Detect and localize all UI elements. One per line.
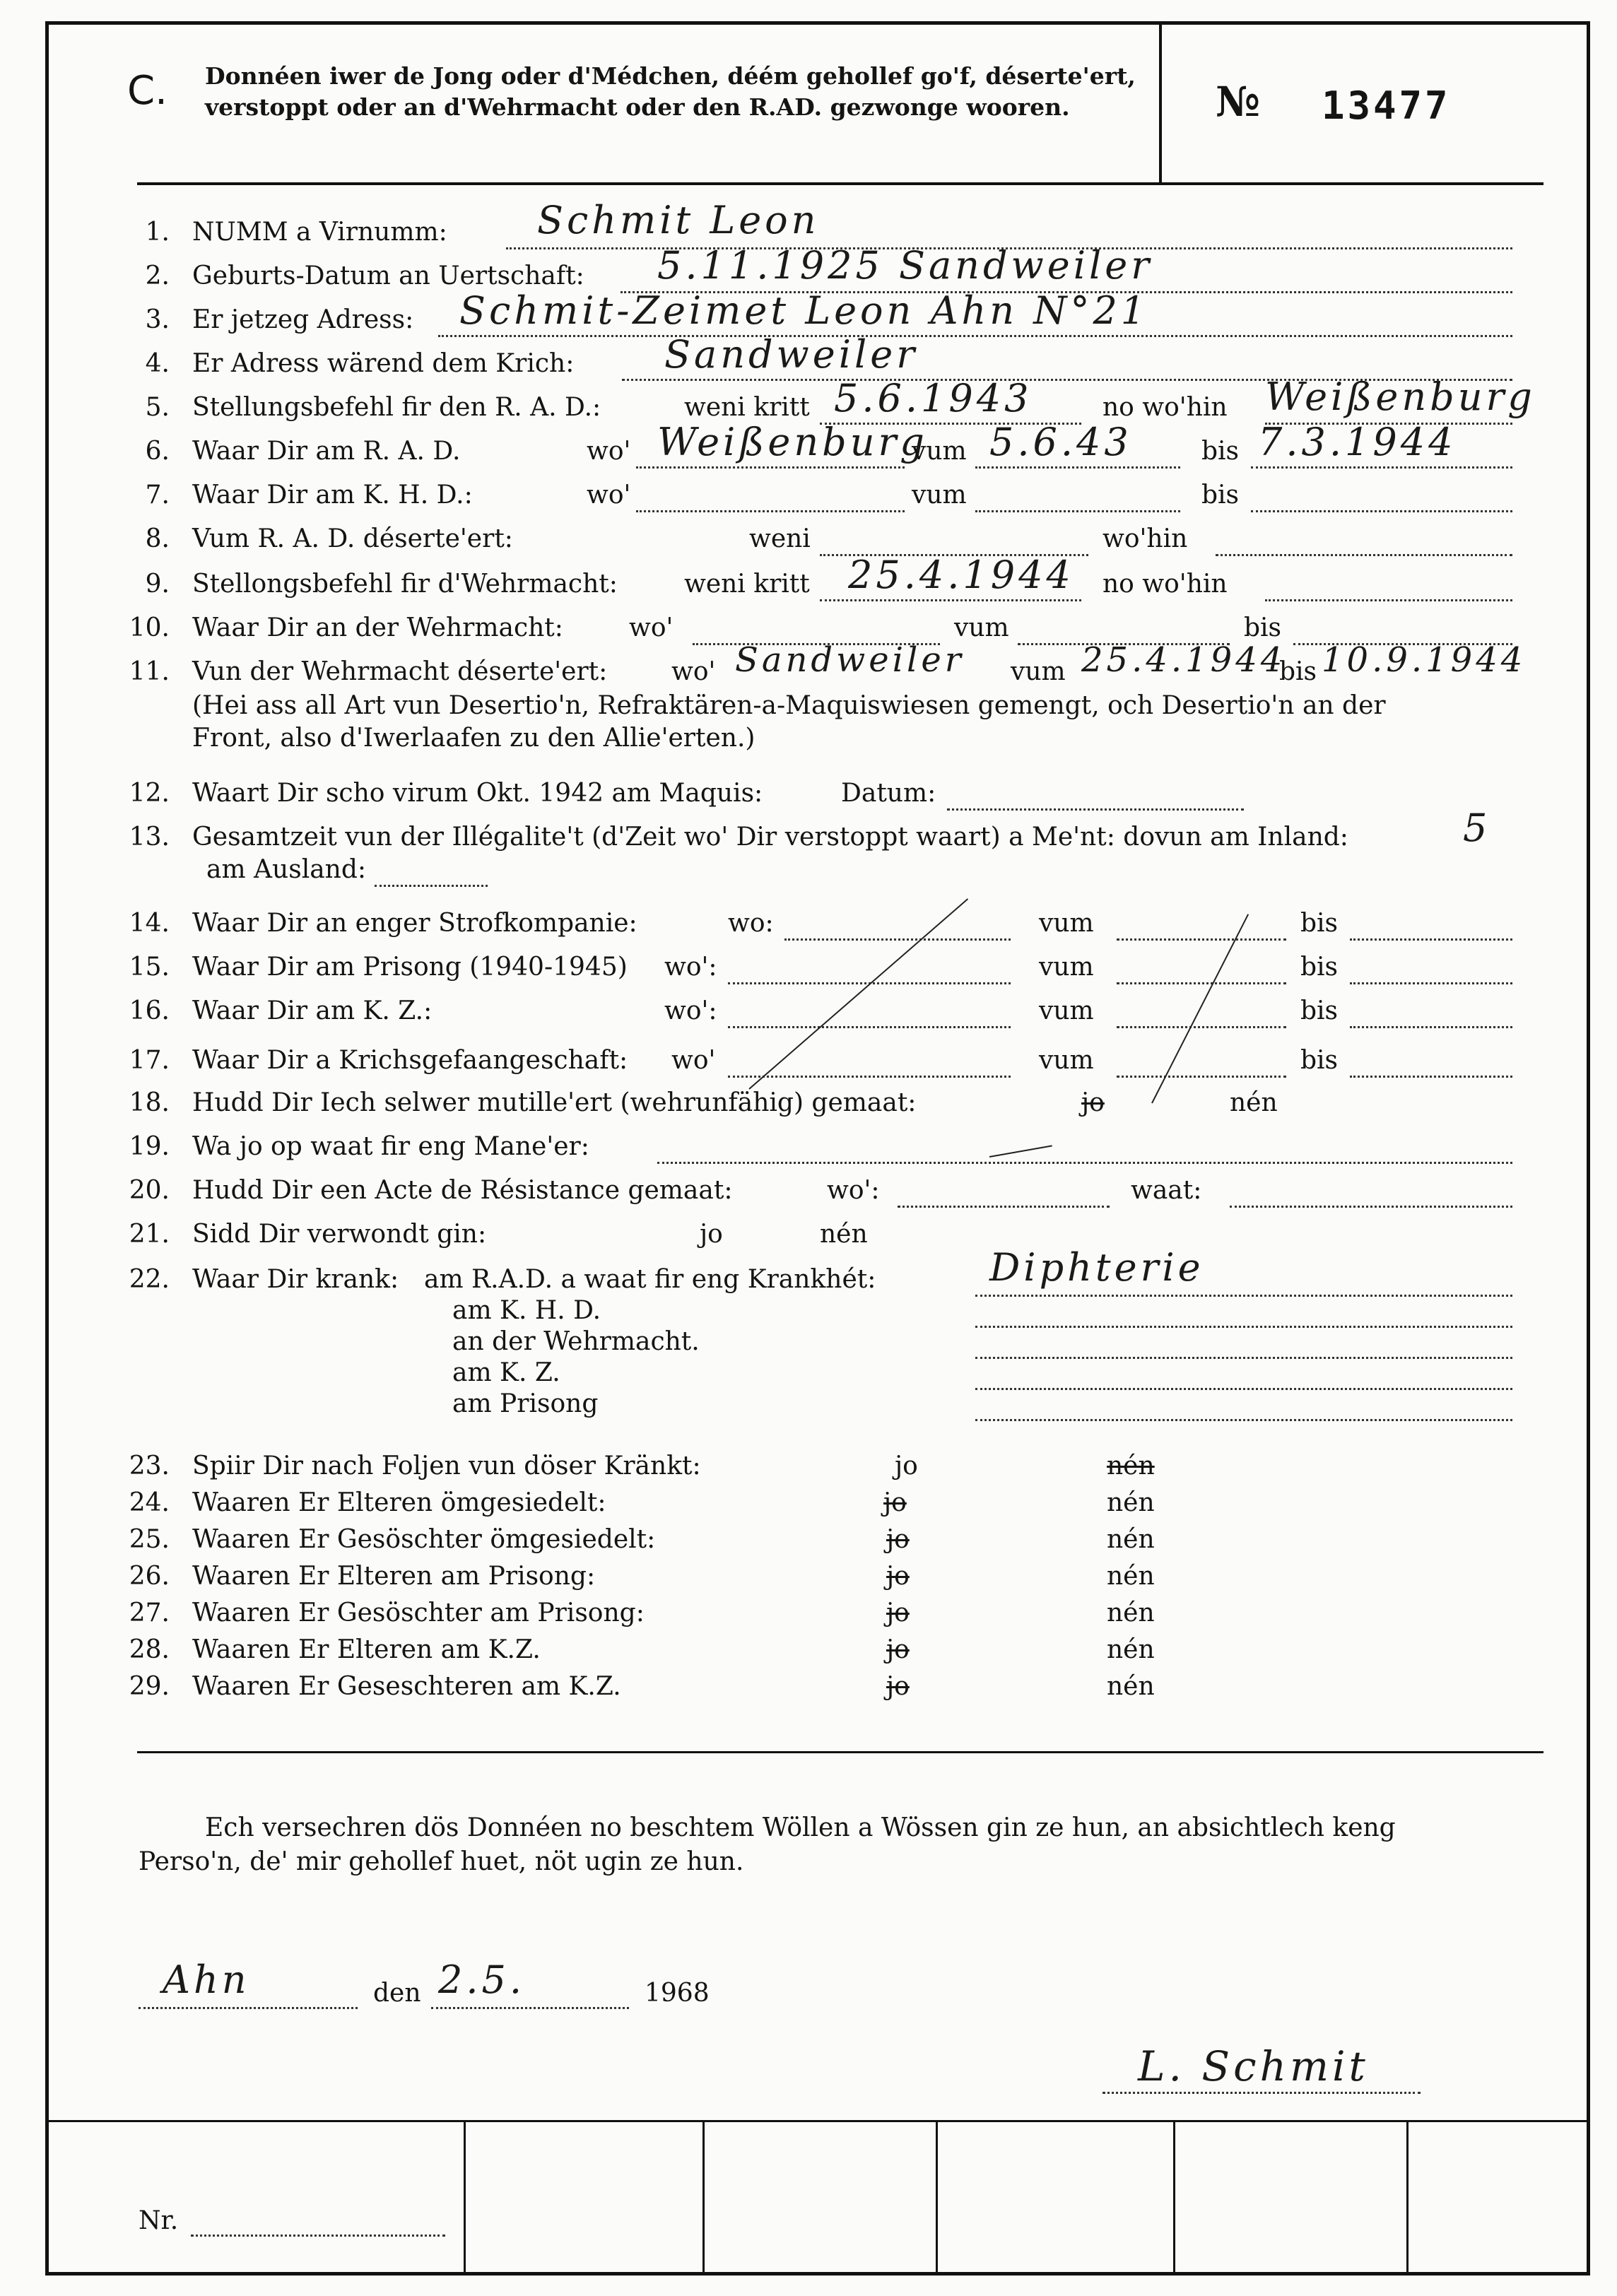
row-label: Wa jo op waat fir eng Mane'er: bbox=[192, 1132, 589, 1161]
handwritten-date: 5.6.1943 bbox=[834, 376, 1033, 420]
row-number: 22. bbox=[129, 1265, 170, 1294]
wo-label: wo' bbox=[587, 481, 631, 510]
row-label: Waar Dir a Krichsgefaangeschaft: bbox=[192, 1046, 628, 1075]
handwritten-place: Weißenburg bbox=[657, 420, 928, 464]
jo-option-struck: jo bbox=[1081, 1088, 1105, 1117]
row-number: 14. bbox=[129, 909, 170, 938]
jo-option-struck: jo bbox=[886, 1672, 910, 1701]
row-label: Hudd Dir Iech selwer mutille'ert (wehrunfähig) gemaat: bbox=[192, 1088, 917, 1117]
row-number: 19. bbox=[129, 1132, 170, 1161]
wo-label: wo': bbox=[664, 996, 717, 1025]
handwritten-date: 25.4.1944 bbox=[1081, 640, 1286, 680]
jo-option-struck: jo bbox=[886, 1562, 910, 1591]
row-label: Waar Dir krank: bbox=[192, 1265, 399, 1294]
row-number: 25. bbox=[129, 1525, 170, 1554]
wo-label: wo' bbox=[587, 437, 631, 466]
fill-line bbox=[1117, 1026, 1286, 1028]
handwritten-place: Ahn bbox=[163, 1958, 250, 2002]
footer-cell-divider bbox=[1173, 2120, 1175, 2274]
nen-option: nén bbox=[1107, 1562, 1155, 1591]
vum-label: vum bbox=[1039, 909, 1094, 938]
bis-label: bis bbox=[1300, 953, 1339, 982]
nen-option: nén bbox=[820, 1220, 868, 1249]
handwritten-date: 5.6.43 bbox=[989, 420, 1132, 464]
fill-line bbox=[1350, 938, 1512, 941]
row-label: Waar Dir an enger Strofkompanie: bbox=[192, 909, 637, 938]
fill-line bbox=[1265, 599, 1512, 601]
row-number: 18. bbox=[129, 1088, 170, 1117]
fill-line bbox=[1350, 982, 1512, 984]
footer-cell-divider bbox=[702, 2120, 705, 2274]
signature-line bbox=[1102, 2092, 1421, 2094]
row-label: Hudd Dir een Acte de Résistance gemaat: bbox=[192, 1176, 733, 1205]
row-number: 9. bbox=[145, 570, 170, 599]
when-label: weni kritt bbox=[684, 570, 810, 599]
fill-line bbox=[438, 335, 1512, 337]
fill-line bbox=[728, 1026, 1011, 1028]
row-number: 17. bbox=[129, 1046, 170, 1075]
row-number: 21. bbox=[129, 1220, 170, 1249]
row-number: 24. bbox=[129, 1488, 170, 1517]
row-number: 1. bbox=[145, 218, 170, 247]
fill-line bbox=[1350, 1076, 1512, 1078]
row-note: (Hei ass all Art vun Desertio'n, Refraktären-a-Maquiswiesen gemengt, och Desertio'n an der bbox=[192, 691, 1386, 720]
fill-line bbox=[1230, 1206, 1512, 1208]
handwritten-date: 25.4.1944 bbox=[848, 553, 1074, 597]
place-line bbox=[139, 2007, 358, 2009]
wo-label: wo' bbox=[671, 657, 716, 686]
vum-label: vum bbox=[912, 481, 967, 510]
jo-option-struck: jo bbox=[886, 1599, 910, 1627]
row-label: Er Adress wärend dem Krich: bbox=[192, 349, 575, 378]
fill-line bbox=[728, 1076, 1011, 1078]
row-label: Waaren Er Gesöschter am Prisong: bbox=[192, 1599, 645, 1627]
handwritten-birth: 5.11.1925 Sandweiler bbox=[657, 243, 1153, 288]
row-label: Vum R. A. D. déserte'ert: bbox=[192, 524, 513, 553]
nr-line bbox=[191, 2235, 445, 2237]
row-label: Waaren Er Geseschteren am K.Z. bbox=[192, 1672, 621, 1701]
sub-label: am K. Z. bbox=[452, 1358, 560, 1387]
row-label: Stellungsbefehl fir den R. A. D.: bbox=[192, 393, 601, 422]
wo-label: wo': bbox=[664, 953, 717, 982]
row-number: 20. bbox=[129, 1176, 170, 1205]
handwritten-date: 7.3.1944 bbox=[1258, 420, 1457, 464]
nen-option: nén bbox=[1107, 1672, 1155, 1701]
waat-label: waat: bbox=[1131, 1176, 1202, 1205]
row-label: Waar Dir am K. Z.: bbox=[192, 996, 433, 1025]
when-label: weni bbox=[749, 524, 811, 553]
number-sign: № bbox=[1216, 78, 1261, 126]
date-line bbox=[431, 2007, 629, 2009]
bis-label: bis bbox=[1300, 1046, 1339, 1075]
vum-label: vum bbox=[1039, 996, 1094, 1025]
fill-line bbox=[1117, 1076, 1286, 1078]
row-number: 28. bbox=[129, 1635, 170, 1664]
row-number: 4. bbox=[145, 349, 170, 378]
fill-line bbox=[636, 510, 905, 512]
row-label: Waaren Er Elteren am Prisong: bbox=[192, 1562, 596, 1591]
row-number: 3. bbox=[145, 305, 170, 334]
handwritten-illness: Diphterie bbox=[989, 1245, 1204, 1290]
row-label: Waar Dir am Prisong (1940-1945) bbox=[192, 953, 628, 982]
row-label: am Ausland: bbox=[206, 855, 367, 884]
handwritten-address: Schmit-Zeimet Leon Ahn N°21 bbox=[459, 288, 1149, 333]
sub-label: am R.A.D. a waat fir eng Krankhét: bbox=[424, 1265, 876, 1294]
row-number: 5. bbox=[145, 393, 170, 422]
row-number: 13. bbox=[129, 823, 170, 852]
row-number: 6. bbox=[145, 437, 170, 466]
form-title: Donnéen iwer de Jong oder d'Médchen, déém gehollef go'f, déserte'ert, verstoppt oder an d'Wehrmacht oder den R.AD. gezwonge wooren. bbox=[205, 62, 1136, 121]
fill-line bbox=[1117, 982, 1286, 984]
bis-label: bis bbox=[1201, 481, 1240, 510]
wo-label: wo': bbox=[827, 1176, 880, 1205]
row-number: 15. bbox=[129, 953, 170, 982]
form-number: 13477 bbox=[1322, 83, 1451, 128]
sub-label: an der Wehrmacht. bbox=[452, 1327, 700, 1356]
row-number: 12. bbox=[129, 779, 170, 808]
jo-option-struck: jo bbox=[886, 1635, 910, 1664]
row-number: 10. bbox=[129, 613, 170, 642]
row-label: Gesamtzeit vun der Illégalite't (d'Zeit wo' Dir verstoppt waart) a Me'nt: dovun am Inland: bbox=[192, 823, 1348, 852]
row-number: 2. bbox=[145, 261, 170, 290]
handwritten-name: Schmit Leon bbox=[537, 198, 820, 242]
vum-label: vum bbox=[954, 613, 1009, 642]
row-label: Sidd Dir verwondt gin: bbox=[192, 1220, 487, 1249]
nen-option: nén bbox=[1107, 1635, 1155, 1664]
declaration-line: Perso'n, de' mir gehollef huet, nöt ugin ze hun. bbox=[139, 1847, 744, 1876]
sub-label: am K. H. D. bbox=[452, 1296, 601, 1325]
nen-option: nén bbox=[1107, 1599, 1155, 1627]
nen-option: nén bbox=[1107, 1488, 1155, 1517]
when-label: weni kritt bbox=[684, 393, 810, 422]
fill-line bbox=[975, 1388, 1512, 1390]
fill-line bbox=[657, 1162, 1512, 1164]
vum-label: vum bbox=[1039, 953, 1094, 982]
jo-option: jo bbox=[700, 1220, 723, 1249]
bis-label: bis bbox=[1300, 996, 1339, 1025]
bis-label: bis bbox=[1300, 909, 1339, 938]
fill-line bbox=[375, 885, 488, 887]
fill-line bbox=[975, 466, 1180, 469]
bis-label: bis bbox=[1201, 437, 1240, 466]
fill-line bbox=[975, 510, 1180, 512]
where-label: no wo'hin bbox=[1102, 393, 1228, 422]
bis-label: bis bbox=[1244, 613, 1282, 642]
jo-option-struck: jo bbox=[886, 1525, 910, 1554]
fill-line bbox=[784, 938, 1011, 941]
fill-line bbox=[820, 599, 1081, 601]
row-label: Spiir Dir nach Foljen vun döser Kränkt: bbox=[192, 1452, 701, 1480]
handwritten-date: 10.9.1944 bbox=[1322, 640, 1527, 680]
row-label: Waaren Er Elteren ömgesiedelt: bbox=[192, 1488, 606, 1517]
row-number: 8. bbox=[145, 524, 170, 553]
row-number: 11. bbox=[129, 657, 170, 686]
row-number: 26. bbox=[129, 1562, 170, 1591]
jo-option-struck: jo bbox=[883, 1488, 907, 1517]
fill-line bbox=[898, 1206, 1110, 1208]
section-letter: C. bbox=[127, 68, 167, 114]
vum-label: vum bbox=[912, 437, 967, 466]
footer-separator bbox=[48, 2120, 1587, 2122]
fill-line bbox=[975, 1357, 1512, 1359]
row-number: 7. bbox=[145, 481, 170, 510]
header-divider bbox=[1159, 24, 1162, 184]
wo-label: wo' bbox=[671, 1046, 716, 1075]
handwritten-war-address: Sandweiler bbox=[664, 332, 919, 377]
handwritten-months: 5 bbox=[1463, 806, 1491, 850]
row-label: Waar Dir am K. H. D.: bbox=[192, 481, 473, 510]
den-label: den bbox=[373, 1979, 421, 2008]
handwritten-place: Sandweiler bbox=[735, 640, 965, 680]
sub-label: am Prisong bbox=[452, 1389, 599, 1418]
nen-option-struck: nén bbox=[1107, 1452, 1155, 1480]
footer-cell-divider bbox=[464, 2120, 466, 2274]
row-note: Front, also d'Iwerlaafen zu den Allie'erten.) bbox=[192, 724, 755, 753]
row-number: 29. bbox=[129, 1672, 170, 1701]
row-number: 27. bbox=[129, 1599, 170, 1627]
row-label: Waar Dir an der Wehrmacht: bbox=[192, 613, 563, 642]
row-label: Stellongsbefehl fir d'Wehrmacht: bbox=[192, 570, 618, 599]
nen-option: nén bbox=[1107, 1525, 1155, 1554]
handwritten-date: 2.5. bbox=[438, 1958, 526, 2002]
row-label: Waart Dir scho virum Okt. 1942 am Maquis: bbox=[192, 779, 763, 808]
fill-line bbox=[975, 1295, 1512, 1297]
row-label: Waaren Er Gesöschter ömgesiedelt: bbox=[192, 1525, 656, 1554]
bis-label: bis bbox=[1279, 657, 1317, 686]
date-label: Datum: bbox=[841, 779, 936, 808]
fill-line bbox=[1216, 554, 1512, 556]
signature: L. Schmit bbox=[1138, 2042, 1369, 2090]
footer-cell-divider bbox=[1406, 2120, 1409, 2274]
fill-line bbox=[975, 1326, 1512, 1328]
nen-option: nén bbox=[1230, 1088, 1278, 1117]
jo-option: jo bbox=[895, 1452, 918, 1480]
vum-label: vum bbox=[1011, 657, 1066, 686]
row-number: 16. bbox=[129, 996, 170, 1025]
row-number: 23. bbox=[129, 1452, 170, 1480]
fill-line bbox=[1251, 510, 1512, 512]
fill-line bbox=[1350, 1026, 1512, 1028]
row-label: Geburts-Datum an Uertschaft: bbox=[192, 261, 584, 290]
fill-line bbox=[947, 808, 1244, 811]
wo-label: wo' bbox=[629, 613, 674, 642]
fill-line bbox=[1117, 938, 1286, 941]
wo-label: wo: bbox=[728, 909, 774, 938]
fill-line bbox=[1251, 466, 1512, 469]
row-label: Waaren Er Elteren am K.Z. bbox=[192, 1635, 541, 1664]
vum-label: vum bbox=[1039, 1046, 1094, 1075]
year-label: 1968 bbox=[645, 1979, 710, 2008]
row-label: Vun der Wehrmacht déserte'ert: bbox=[192, 657, 608, 686]
where-label: no wo'hin bbox=[1102, 570, 1228, 599]
header-separator bbox=[137, 182, 1544, 185]
footer-cell-divider bbox=[936, 2120, 938, 2274]
nr-label: Nr. bbox=[139, 2206, 179, 2235]
where-label: wo'hin bbox=[1102, 524, 1188, 553]
row-label: Er jetzeg Adress: bbox=[192, 305, 414, 334]
row-label: Waar Dir am R. A. D. bbox=[192, 437, 461, 466]
fill-line bbox=[975, 1419, 1512, 1421]
row-label: NUMM a Virnumm: bbox=[192, 218, 447, 247]
questions-separator bbox=[137, 1751, 1544, 1753]
handwritten-place: Weißenburg bbox=[1265, 375, 1536, 419]
declaration-line: Ech versechren dös Donnéen no beschtem Wöllen a Wössen gin ze hun, an absichtlech keng bbox=[205, 1813, 1396, 1842]
fill-line bbox=[636, 466, 905, 469]
